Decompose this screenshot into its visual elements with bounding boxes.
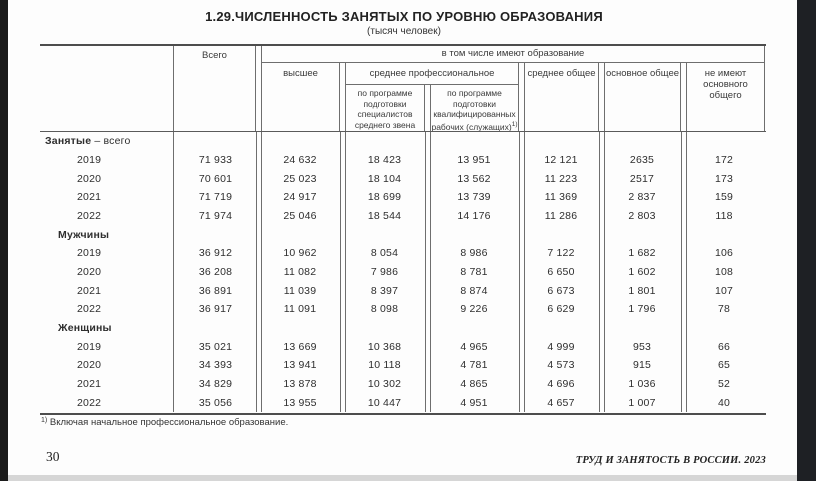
table-row bbox=[40, 169, 766, 188]
value-cell: 915 bbox=[632, 359, 652, 372]
table-row bbox=[40, 393, 766, 412]
col-header-basic-general: основное общее bbox=[604, 63, 681, 131]
value-cell: 4 999 bbox=[547, 340, 575, 353]
value-cell: 18 544 bbox=[367, 209, 402, 222]
value-cell: 18 104 bbox=[367, 172, 402, 185]
value-cell: 4 951 bbox=[460, 396, 488, 409]
value-cell: 2517 bbox=[629, 172, 655, 185]
footnote-marker: 1) bbox=[41, 417, 48, 424]
value-cell: 18 423 bbox=[367, 153, 402, 166]
year-label: 2019 bbox=[77, 340, 102, 353]
value-cell: 14 176 bbox=[457, 209, 491, 222]
value-cell: 10 962 bbox=[283, 247, 317, 260]
value-cell: 1 007 bbox=[628, 396, 656, 409]
value-cell: 1 682 bbox=[628, 247, 656, 260]
year-label: 2021 bbox=[77, 191, 102, 204]
value-cell: 35 056 bbox=[198, 396, 233, 409]
value-cell: 13 955 bbox=[283, 396, 317, 409]
value-cell: 13 562 bbox=[457, 172, 491, 185]
table-row bbox=[40, 244, 766, 263]
col-header-higher-education: высшее bbox=[261, 63, 340, 131]
table-bottom-rule bbox=[40, 413, 766, 415]
col-header-no-basic-general: не имеют основного общего bbox=[686, 63, 765, 131]
value-cell: 6 629 bbox=[547, 303, 575, 316]
col-header-total: Всего bbox=[173, 46, 256, 131]
section-label bbox=[40, 322, 173, 334]
value-cell: 8 098 bbox=[370, 303, 399, 316]
value-cell: 40 bbox=[717, 396, 731, 409]
value-cell: 10 118 bbox=[368, 359, 401, 372]
value-cell: 118 bbox=[715, 209, 733, 222]
col-header-secondary-professional: среднее профессиональное bbox=[345, 63, 519, 85]
value-cell: 11 039 bbox=[283, 284, 317, 297]
value-cell: 172 bbox=[714, 153, 734, 166]
col-header-qualified-workers-label: по программе подготовки квалифицированных рабочих (служащих) bbox=[431, 88, 516, 132]
value-cell: 6 650 bbox=[547, 265, 575, 278]
value-cell: 4 965 bbox=[460, 340, 488, 353]
value-cell: 11 082 bbox=[283, 265, 317, 278]
table-row bbox=[40, 225, 766, 244]
year-label: 2022 bbox=[77, 303, 102, 316]
year-label: 2022 bbox=[77, 396, 102, 409]
year-label: 2022 bbox=[77, 209, 102, 222]
section-label-bold: Мужчины bbox=[58, 228, 110, 241]
section-label-rest: – всего bbox=[91, 135, 131, 148]
value-cell: 106 bbox=[714, 247, 734, 260]
value-cell: 11 223 bbox=[544, 172, 578, 185]
value-cell: 13 739 bbox=[457, 191, 491, 204]
value-cell: 4 865 bbox=[460, 377, 488, 390]
value-cell: 66 bbox=[717, 340, 731, 353]
value-cell: 71 719 bbox=[198, 191, 233, 204]
value-cell: 18 699 bbox=[367, 191, 402, 204]
value-cell: 8 397 bbox=[370, 284, 399, 297]
table-row bbox=[40, 337, 766, 356]
value-cell: 10 447 bbox=[367, 396, 402, 409]
table-row bbox=[40, 207, 766, 226]
value-cell: 36 917 bbox=[198, 303, 233, 316]
screen-bezel-left bbox=[0, 0, 8, 481]
page-edge-shadow bbox=[8, 475, 797, 481]
table-row bbox=[40, 356, 766, 375]
table-row bbox=[40, 263, 766, 282]
value-cell: 24 632 bbox=[283, 153, 317, 166]
value-cell: 1 796 bbox=[628, 303, 656, 316]
value-cell: 65 bbox=[717, 359, 731, 372]
section-label bbox=[40, 229, 173, 241]
value-cell: 12 121 bbox=[544, 153, 578, 166]
value-cell: 953 bbox=[632, 340, 652, 353]
value-cell: 36 891 bbox=[198, 284, 233, 297]
section-label-bold: Женщины bbox=[58, 321, 112, 334]
value-cell: 8 054 bbox=[370, 247, 399, 260]
table-row bbox=[40, 319, 766, 338]
year-label: 2020 bbox=[77, 359, 102, 372]
value-cell: 71 933 bbox=[198, 153, 233, 166]
value-cell: 10 368 bbox=[367, 340, 402, 353]
value-cell: 159 bbox=[714, 191, 734, 204]
value-cell: 34 393 bbox=[198, 359, 233, 372]
value-cell: 25 046 bbox=[283, 209, 317, 222]
value-cell: 35 021 bbox=[198, 340, 233, 353]
year-label: 2019 bbox=[77, 153, 102, 166]
value-cell: 1 036 bbox=[628, 377, 656, 390]
publication-footer: ТРУД И ЗАНЯТОСТЬ В РОССИИ. 2023 bbox=[575, 455, 766, 466]
value-cell: 6 673 bbox=[547, 284, 575, 297]
table-body bbox=[40, 132, 766, 412]
value-cell: 2 837 bbox=[628, 191, 656, 204]
footnote-ref-icon: 1) bbox=[511, 120, 518, 128]
value-cell: 107 bbox=[714, 284, 734, 297]
value-cell: 173 bbox=[714, 172, 734, 185]
table-row bbox=[40, 132, 766, 151]
value-cell: 13 878 bbox=[283, 377, 317, 390]
value-cell: 8 781 bbox=[460, 265, 488, 278]
table-row bbox=[40, 375, 766, 394]
value-cell: 4 696 bbox=[547, 377, 575, 390]
value-cell: 13 941 bbox=[283, 359, 317, 372]
value-cell: 8 874 bbox=[460, 284, 488, 297]
value-cell: 7 122 bbox=[547, 247, 575, 260]
value-cell: 11 091 bbox=[283, 303, 317, 316]
value-cell: 7 986 bbox=[370, 265, 399, 278]
table-header bbox=[40, 46, 766, 131]
value-cell: 10 302 bbox=[367, 377, 402, 390]
table-row bbox=[40, 151, 766, 170]
col-header-secondary-general: среднее общее bbox=[524, 63, 599, 131]
table-row bbox=[40, 188, 766, 207]
value-cell: 8 986 bbox=[460, 247, 488, 260]
value-cell: 36 912 bbox=[198, 247, 233, 260]
value-cell: 1 602 bbox=[628, 265, 656, 278]
value-cell: 13 951 bbox=[457, 153, 491, 166]
value-cell: 70 601 bbox=[198, 172, 233, 185]
year-label: 2020 bbox=[77, 265, 102, 278]
table-title: 1.29.ЧИСЛЕННОСТЬ ЗАНЯТЫХ ПО УРОВНЮ ОБРАЗОВАНИЯ bbox=[205, 9, 603, 24]
col-header-qualified-workers bbox=[430, 85, 519, 131]
footnote bbox=[41, 417, 288, 428]
table-row bbox=[40, 300, 766, 319]
section-label-bold: Занятые bbox=[45, 135, 92, 148]
page-number: 30 bbox=[46, 449, 60, 464]
value-cell: 52 bbox=[717, 377, 731, 390]
value-cell: 11 286 bbox=[544, 209, 578, 222]
year-label: 2021 bbox=[77, 377, 102, 390]
screen-bezel-right bbox=[797, 0, 816, 481]
value-cell: 2635 bbox=[629, 153, 655, 166]
value-cell: 13 669 bbox=[283, 340, 317, 353]
value-cell: 36 208 bbox=[198, 265, 233, 278]
col-header-mid-level-specialists: по программе подготовки специалистов среднего звена bbox=[345, 85, 425, 131]
value-cell: 34 829 bbox=[198, 377, 233, 390]
table-body-rows bbox=[40, 132, 766, 412]
footnote-text: Включая начальное профессиональное образование. bbox=[47, 417, 289, 428]
value-cell: 2 803 bbox=[628, 209, 656, 222]
year-label: 2019 bbox=[77, 247, 102, 260]
col-group-header-education: в том числе имеют образование bbox=[261, 46, 765, 63]
value-cell: 9 226 bbox=[460, 303, 488, 316]
value-cell: 24 917 bbox=[283, 191, 317, 204]
value-cell: 4 781 bbox=[460, 359, 488, 372]
value-cell: 25 023 bbox=[283, 172, 317, 185]
value-cell: 11 369 bbox=[544, 191, 578, 204]
table-row bbox=[40, 281, 766, 300]
value-cell: 4 657 bbox=[547, 396, 575, 409]
table-units-subtitle: (тысяч человек) bbox=[367, 26, 441, 37]
year-label: 2020 bbox=[77, 172, 102, 185]
value-cell: 108 bbox=[714, 265, 734, 278]
value-cell: 1 801 bbox=[628, 284, 656, 297]
year-label: 2021 bbox=[77, 284, 102, 297]
value-cell: 4 573 bbox=[547, 359, 575, 372]
value-cell: 78 bbox=[717, 303, 731, 316]
value-cell: 71 974 bbox=[198, 209, 233, 222]
section-label bbox=[40, 135, 173, 147]
